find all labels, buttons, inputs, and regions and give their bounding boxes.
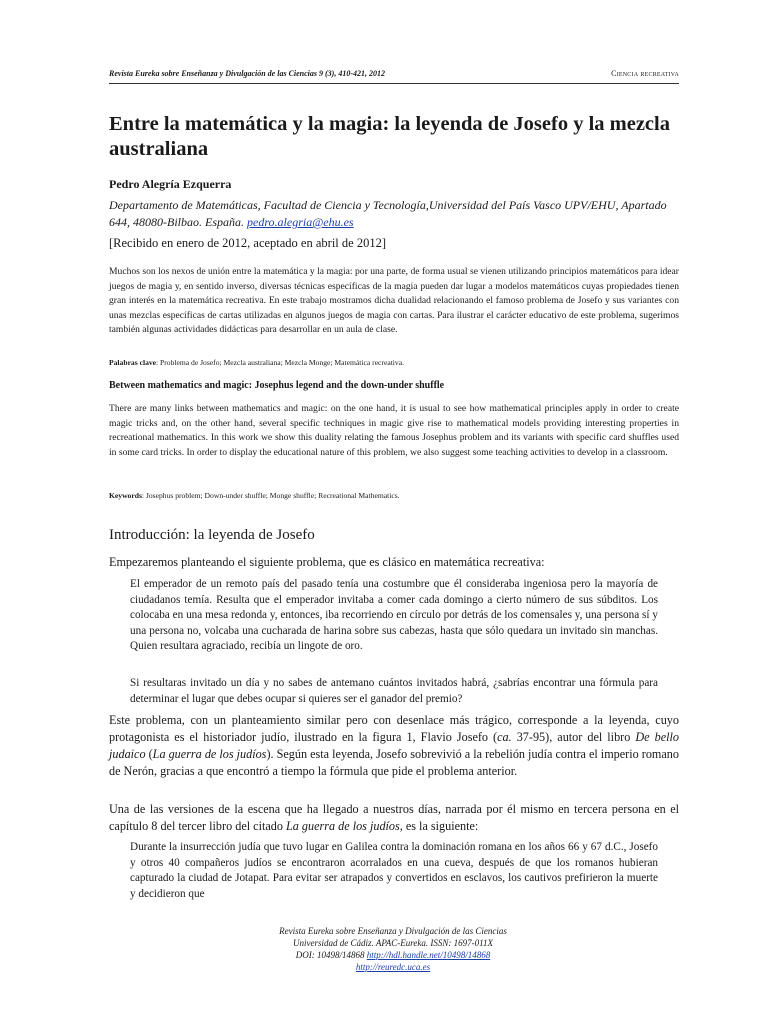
intro-paragraph-version [109, 801, 679, 835]
footer-doi-link[interactable]: http://hdl.handle.net/10498/14868 [366, 950, 491, 960]
running-header [109, 67, 679, 81]
p1-ca: ca. [497, 730, 512, 744]
keywords-list-english: : Josephus problem; Down-under shuffle; Monge shuffle; Recreational Mathematics. [141, 491, 400, 500]
p2-text-a: Una de las versiones de la escena que ha llegado a nuestros días, narrada por él mismo en tercera persona en el capítulo 8 del tercer libro del citado [109, 802, 679, 833]
josefo-quote: Durante la insurrección judía que tuvo lugar en Galilea contra la dominación romana en los años 66 y 67 d.C., Josefo y otros 40 compañeros judíos se encontraron acorralados en una cueva, después de que los romanos hubieran capturado la ciudad de Jotapat. Para evitar ser atrapados y convertidos en esclavos, los cautivos prefirieron la muerte y decidieron que [130, 841, 658, 900]
footer-doi-line [200, 949, 586, 961]
footer-journal: Revista Eureka sobre Enseñanza y Divulgación de las Ciencias [279, 926, 507, 936]
author-name: Pedro Alegría Ezquerra [109, 177, 232, 191]
english-title: Between mathematics and magic: Josephus legend and the down-under shuffle [109, 380, 445, 391]
author-email-link[interactable]: pedro.alegria@ehu.es [247, 215, 354, 229]
keywords-label-spanish: Palabras clave [109, 358, 157, 367]
p1-text-b: 37-95), autor del libro [511, 730, 636, 744]
affiliation-text: Departamento de Matemáticas, Facultad de Ciencia y Tecnología,Universidad del País Vasco UPV/EHU, Apartado 644, 48080-Bilbao. España. [109, 198, 667, 229]
keywords-list-spanish: : Problema de Josefo; Mezcla australiana; Mezcla Monge; Matemática recreativa. [156, 358, 404, 367]
intro-lead-paragraph: Empezaremos planteando el siguiente problema, que es clásico en matemática recreativa: [109, 555, 545, 569]
section-label: Ciencia recreativa [611, 69, 679, 78]
article-title: Entre la matemática y la magia: la leyenda de Josefo y la mezcla australiana [109, 113, 670, 160]
abstract-english: There are many links between mathematics and magic: on the one hand, it is usual to see how mathematical principles apply in order to create magic tricks and, on the other hand, several specific techniques in magic give rise to mathematical models providing interesting properties in recreational mathematics. In this work we show this duality relating the famous Josephus problem and its variants with specific card shuffles used in some card tricks. In order to display the educational nature of this problem, we also suggest some teaching activities to develop in a classroom. [109, 403, 679, 458]
keywords-english [109, 491, 679, 500]
footer-site-link[interactable]: http://reuredc.uca.es [355, 962, 431, 972]
p1-text-d: ). Según esta leyenda, Josefo sobrevivió a la rebelión judía contra el imperio romano de Nerón, gracias a que encontró a tiempo la fórmula que pide el problema anterior. [109, 747, 679, 778]
journal-citation: Revista Eureka sobre Enseñanza y Divulgación de las Ciencias 9 (3), 410-421, 2012 [109, 69, 386, 78]
section-heading-intro: Introducción: la leyenda de Josefo [109, 527, 315, 543]
problem-quote: El emperador de un remoto país del pasado tenía una costumbre que él consideraba ingeniosa pero la mayoría de ciudadanos temía. Resulta que el emperador invitaba a comer cada domingo a cierto número de sus súbditos. Los colocaba en una mesa redonda y, entonces, iba recorriendo en círculo por detrás de los comensales y, una persona sí y una persona no, volcaba una cucharada de harina sobre sus cabezas, hasta que sólo quedara un invitado sin manchas. Quien resultara agraciado, recibía un lingote de oro. [130, 578, 658, 653]
received-date: [Recibido en enero de 2012, aceptado en abril de 2012] [109, 236, 386, 250]
p1-book-latin: De bello judaico [109, 730, 679, 761]
p2-book: La guerra de los judíos [286, 819, 400, 833]
p2-text-b: , es la siguiente: [399, 819, 479, 833]
intro-paragraph-josefo [109, 712, 679, 780]
abstract-spanish: Muchos son los nexos de unión entre la matemática y la magia: por una parte, de forma usual se vienen utilizando principios matemáticos para idear juegos de magia y, en sentido inverso, diversas técnicas específicas de la magia pueden dar lugar a modelos matemáticos cuyas propiedades tienen gran interés en la matemática recreativa. En este trabajo mostramos dicha dualidad relacionando el famoso problema de Josefo y sus variantes con unas mezclas específicas de cartas utilizadas en algunos juegos de magia con cartas. Para ilustrar el carácter educativo de este problema, sugerimos también algunas actividades didácticas para desarrollar en un aula de clase. [109, 266, 679, 336]
keywords-label-english: Keywords [109, 491, 142, 500]
author-affiliation [109, 197, 679, 231]
problem-question: Si resultaras invitado un día y no sabes de antemano cuántos invitados habrá, ¿sabrías encontrar una fórmula para determinar el lugar que debes ocupar si quieres ser el ganador del premio? [130, 677, 658, 705]
p1-text-c: ( [145, 747, 153, 761]
footer-issn: Universidad de Cádiz. APAC-Eureka. ISSN: 1697-011X [293, 938, 493, 948]
p1-book-spanish: La guerra de los judíos [152, 747, 267, 761]
header-divider [109, 83, 679, 84]
p1-text-a: Este problema, con un planteamiento similar pero con desenlace más trágico, corresponde a la leyenda, cuyo protagonista es el historiador judío, ilustrado en la figura 1, Flavio Josefo ( [109, 713, 679, 744]
keywords-spanish [109, 358, 679, 367]
page-footer [200, 925, 586, 973]
footer-doi: DOI: 10498/14868 [295, 950, 365, 960]
